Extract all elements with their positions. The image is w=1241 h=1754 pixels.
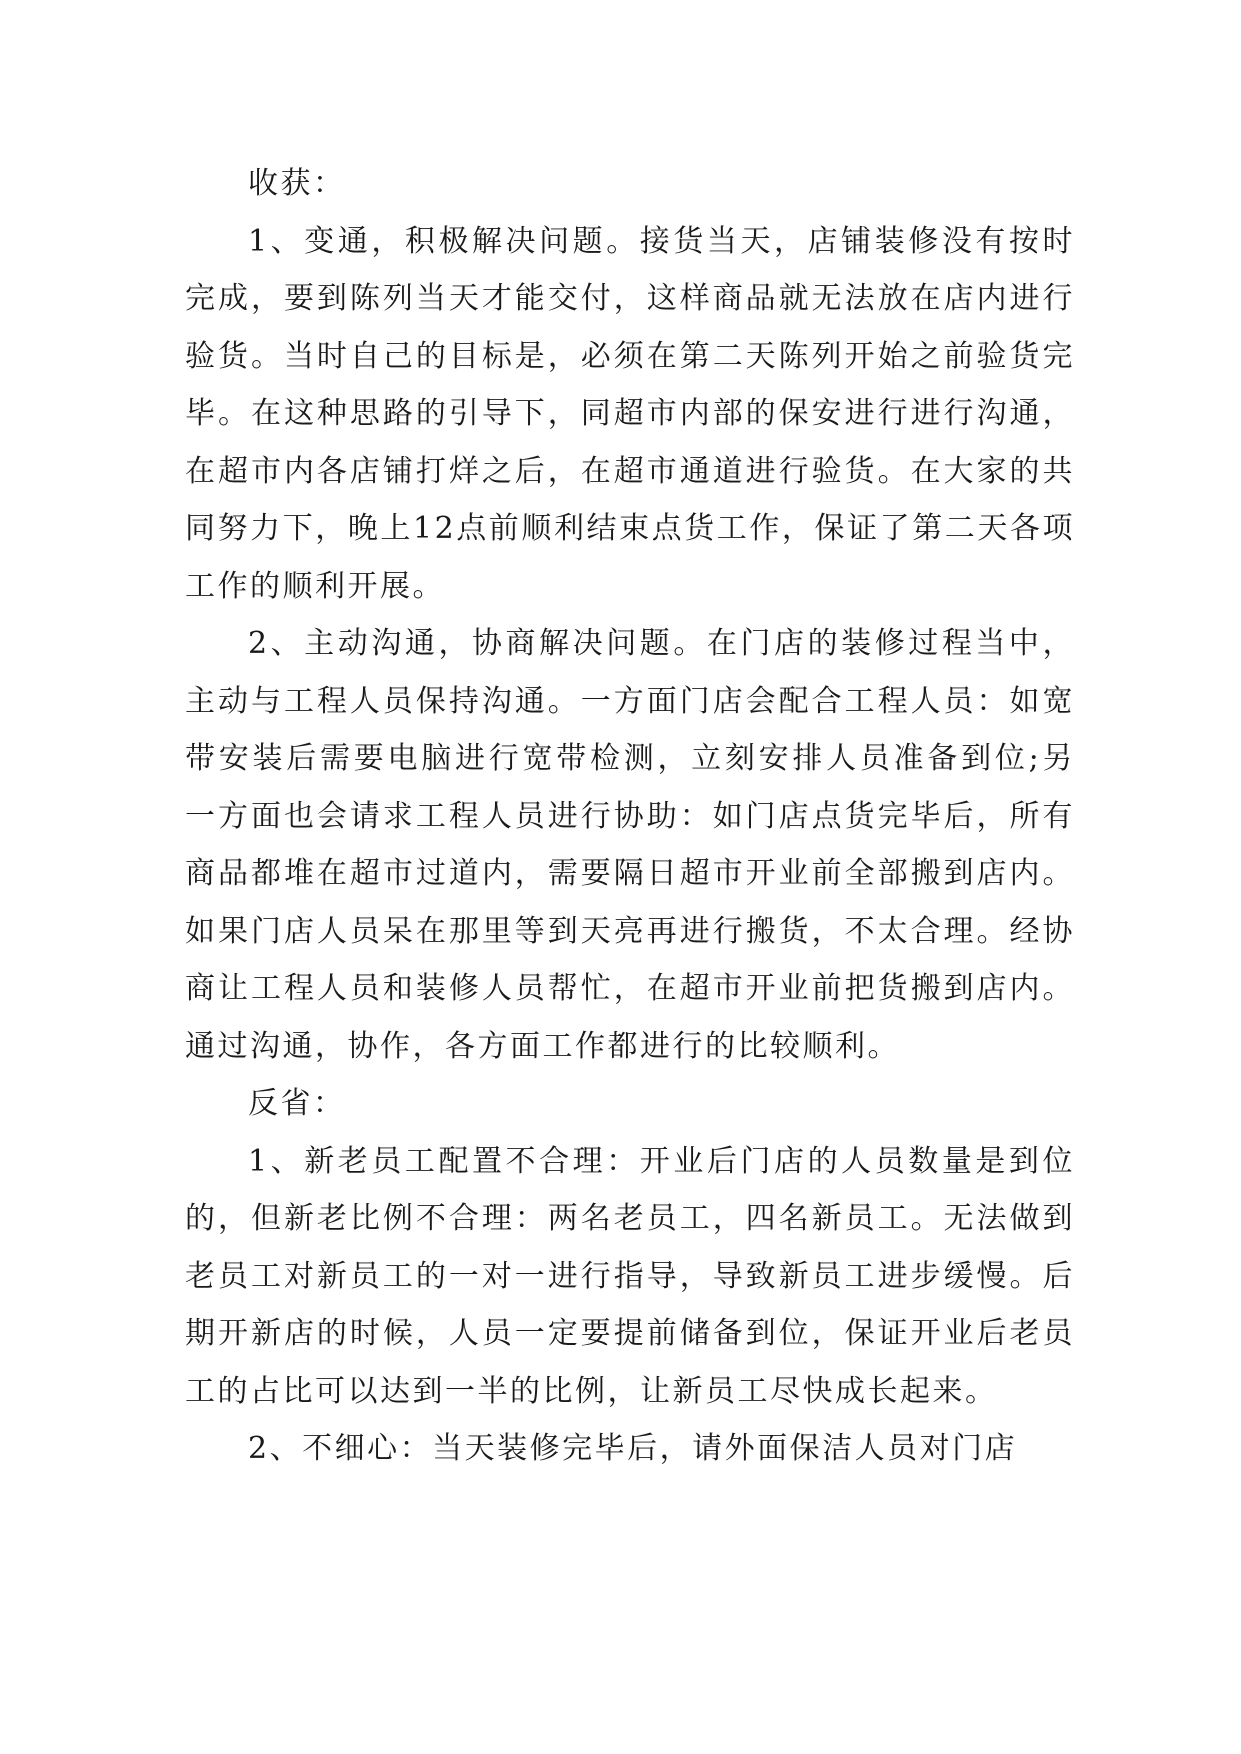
harvest-item-1: 1、变通，积极解决问题。接货当天，店铺装修没有按时完成，要到陈列当天才能交付，这样商品就无法放在店内进行验货。当时自己的目标是，必须在第二天陈列开始之前验货完毕。在这种思路的引导下，同超市内部的保安进行进行沟通，在超市内各店铺打烊之后，在超市通道进行验货。在大家的共同努力下，晚上12点前顺利结束点货工作，保证了第二天各项工作的顺利开展。: [185, 223, 1075, 604]
reflection-item-2: 2、不细心：当天装修完毕后，请外面保洁人员对门店: [248, 1431, 1018, 1466]
harvest-heading: 收获：: [248, 166, 346, 201]
reflection-heading: 反省：: [248, 1086, 346, 1121]
reflection-item-1: 1、新老员工配置不合理：开业后门店的人员数量是到位的，但新老比例不合理：两名老员工，四名新员工。无法做到老员工对新员工的一对一进行指导，导致新员工进步缓慢。后期开新店的时候，人员一定要提前储备到位，保证开业后老员工的占比可以达到一半的比例，让新员工尽快成长起来。: [185, 1143, 1075, 1409]
document-body: [185, 155, 1075, 1478]
harvest-item-2: 2、主动沟通，协商解决问题。在门店的装修过程当中，主动与工程人员保持沟通。一方面门店会配合工程人员：如宽带安装后需要电脑进行宽带检测，立刻安排人员准备到位;另一方面也会请求工程人员进行协助：如门店点货完毕后，所有商品都堆在超市过道内，需要隔日超市开业前全部搬到店内。如果门店人员呆在那里等到天亮再进行搬货，不太合理。经协商让工程人员和装修人员帮忙，在超市开业前把货搬到店内。通过沟通，协作，各方面工作都进行的比较顺利。: [185, 626, 1075, 1064]
